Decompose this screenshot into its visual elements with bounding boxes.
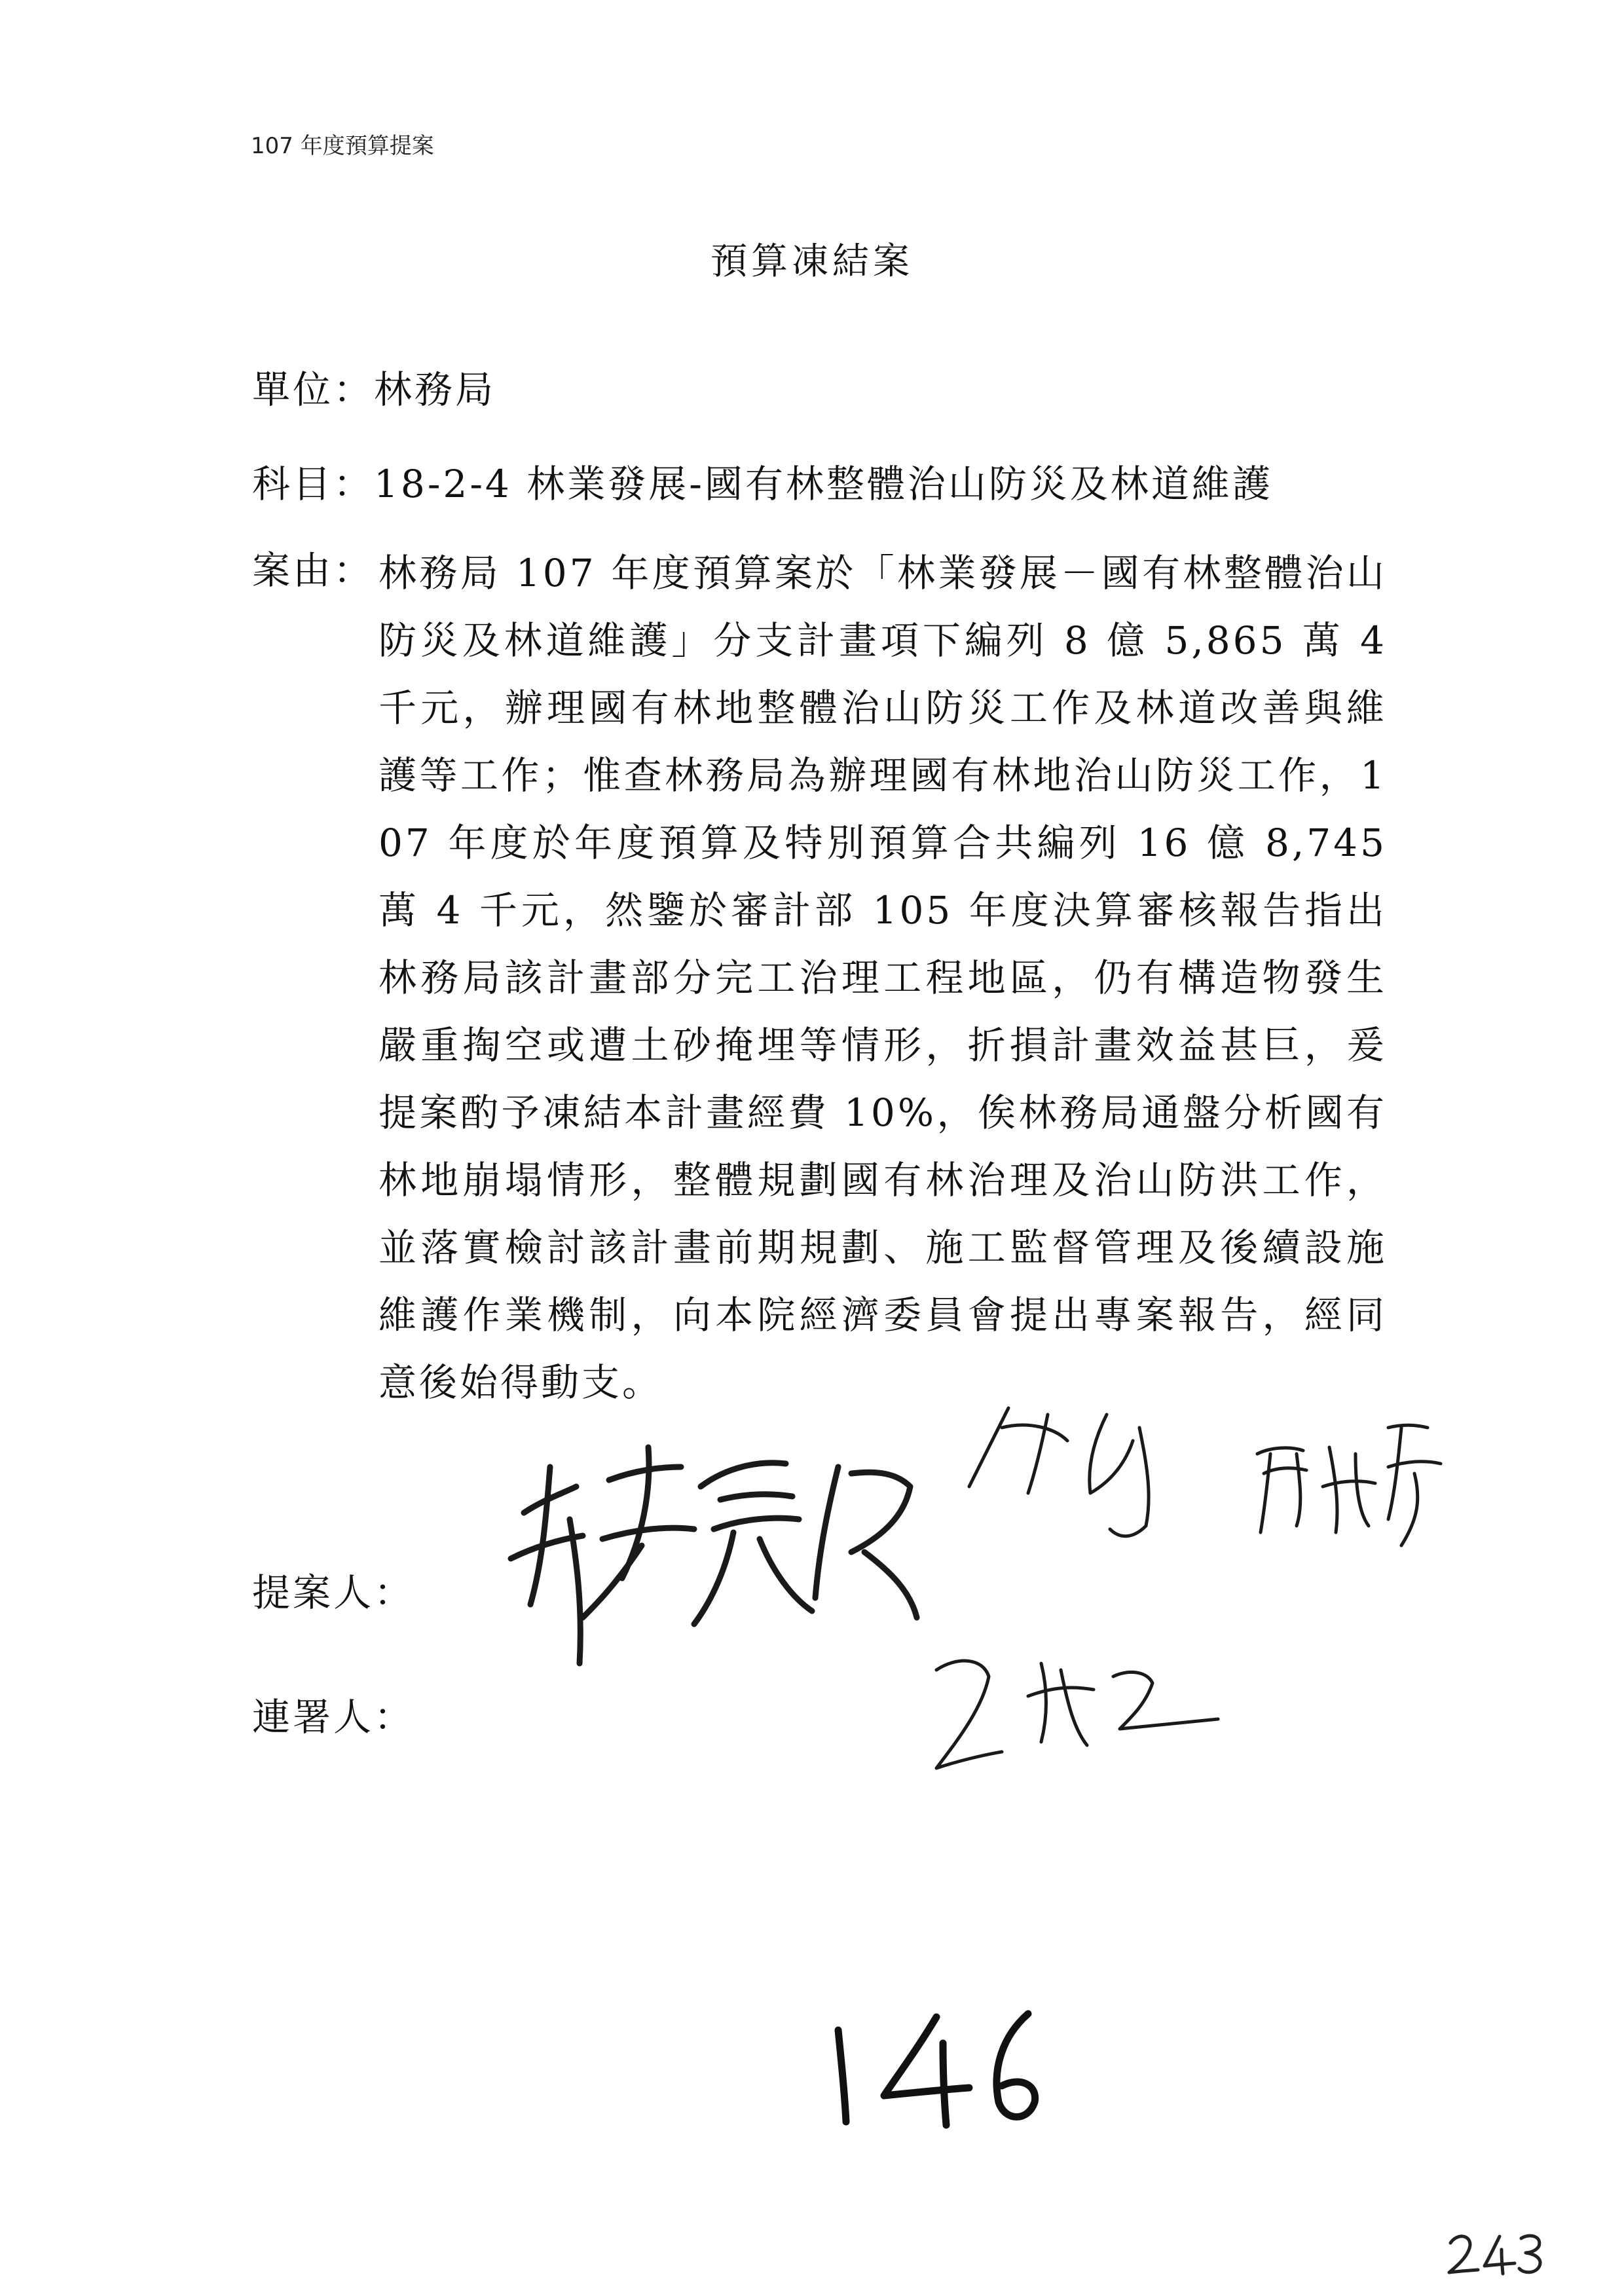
- unit-value: 林務局: [374, 367, 496, 412]
- unit-row: [252, 359, 496, 414]
- reason-label: 案由：: [252, 548, 375, 593]
- handwritten-signatures: [485, 1388, 1493, 1794]
- header-text: 107 年度預算提案: [251, 133, 434, 159]
- signature-1: [511, 1447, 917, 1663]
- subject-row: [252, 453, 1273, 508]
- reason-text: 林務局 107 年度預算案於「林業發展－國有林整體治山防災及林道維護」分支計畫項下編列 8 億 5,865 萬 4 千元，辦理國有林地整體治山防災工作及林道改善與維護等工作；惟查林務局為辦理國有林地治山防災工作，107 年度於年度預算及特別預算合共編列 16 億 8,745 萬 4 千元，然鑒於審計部 105 年度決算審核報告指出林務局該計畫部分完工治理工程地區，仍有構造物發生嚴重掏空或遭土砂掩埋等情形，折損計畫效益甚巨，爰提案酌予凍結本計畫經費 10%，俟林務局通盤分析國有林地崩塌情形，整體規劃國有林治理及治山防洪工作，並落實檢討該計畫前期規劃、施工監督管理及後續設施維護作業機制，向本院經濟委員會提出專案報告，經同意後始得動支。: [378, 551, 1387, 1405]
- signature-2: [969, 1408, 1149, 1536]
- signature-3: [1257, 1425, 1441, 1546]
- cosigner-label: 連署人：: [252, 1695, 415, 1739]
- unit-label: 單位：: [252, 367, 375, 412]
- handwritten-page-number: [805, 2004, 1054, 2135]
- handwritten-sheet-number: [1444, 2227, 1549, 2279]
- subject-label: 科目：: [252, 462, 375, 506]
- signature-4: [936, 1661, 1218, 1768]
- document-title: 預算凍結案: [710, 240, 913, 283]
- proposer-label: 提案人：: [252, 1570, 415, 1615]
- subject-value: 18-2-4 林業發展-國有林整體治山防災及林道維護: [374, 462, 1273, 506]
